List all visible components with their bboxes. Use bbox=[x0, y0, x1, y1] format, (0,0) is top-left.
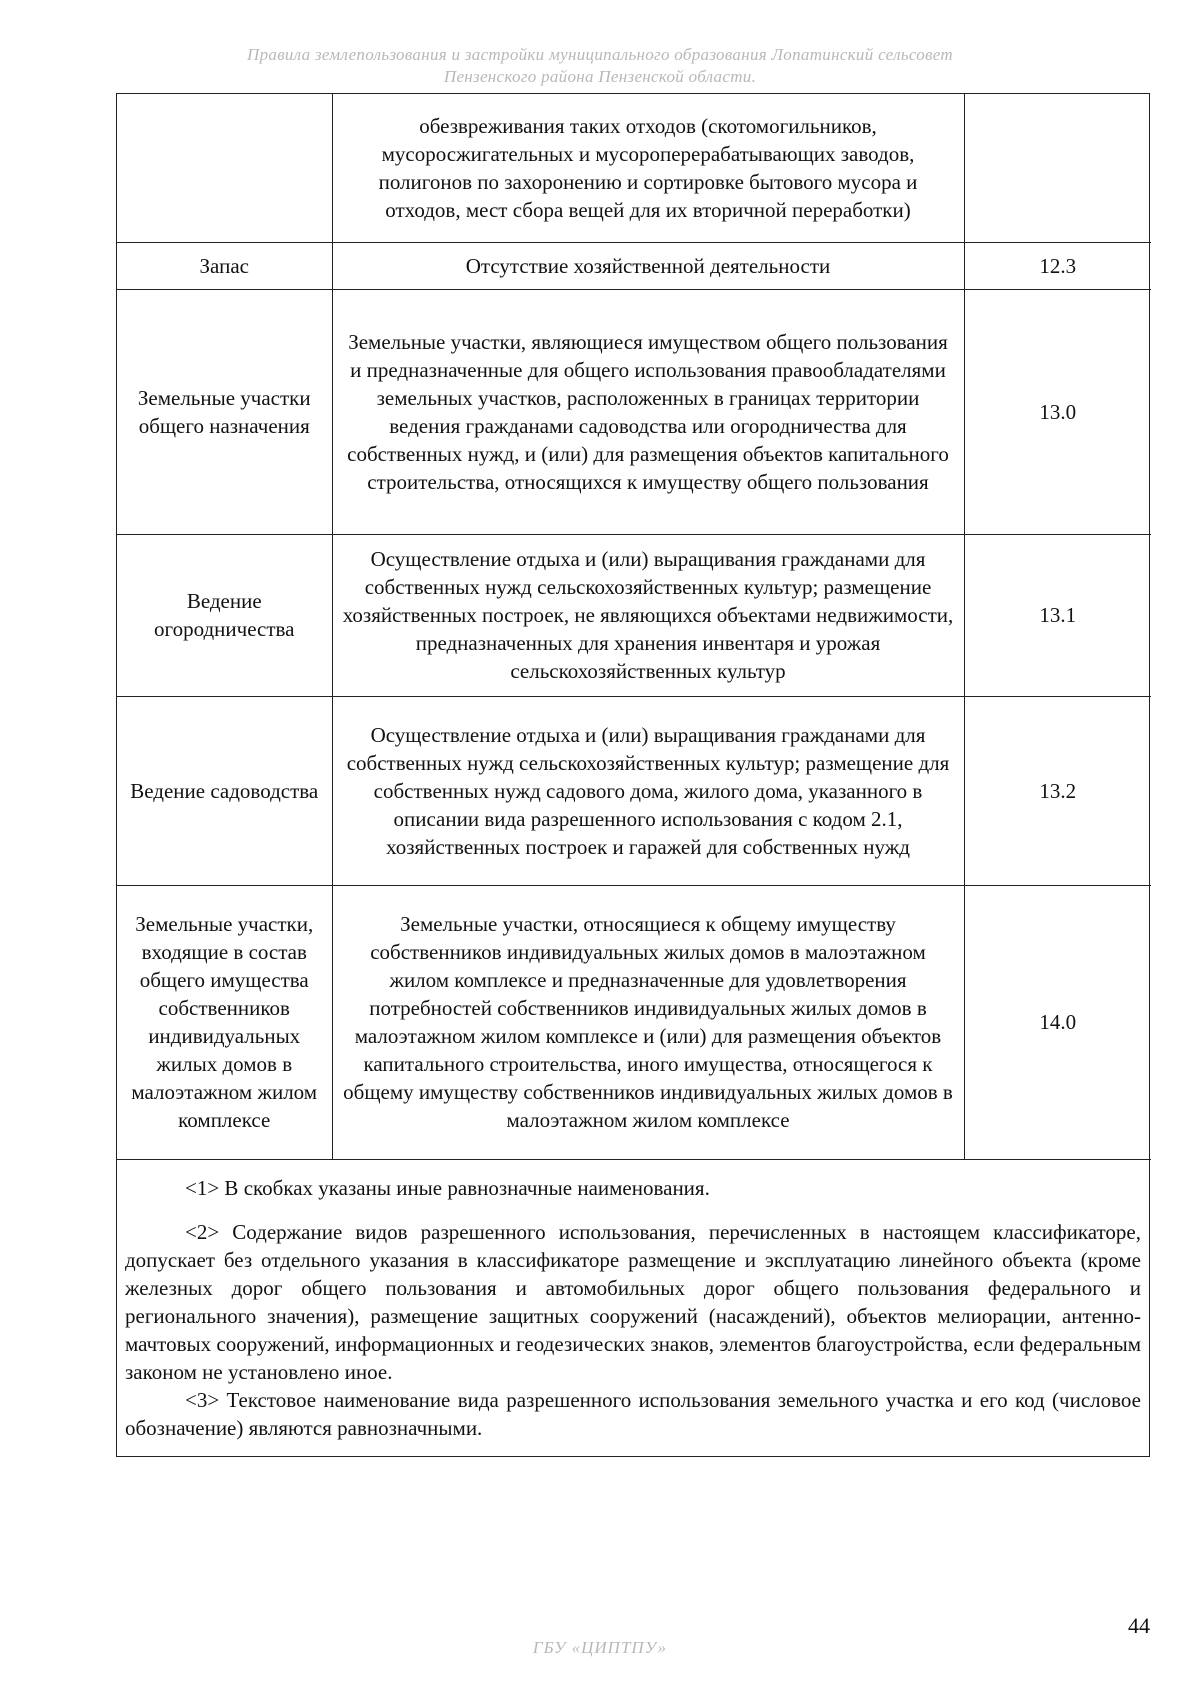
header-line-1: Правила землепользования и застройки муниципального образования Лопатинский сельсовет bbox=[247, 45, 953, 64]
row-description: Отсутствие хозяйственной деятельности bbox=[332, 242, 964, 289]
land-use-table bbox=[117, 94, 1151, 1160]
row-name: Земельные участки, входящие в состав общего имущества собственников индивидуальных жилых домов в малоэтажном жилом комплексе bbox=[117, 885, 332, 1159]
table-notes bbox=[117, 1160, 1149, 1456]
row-code bbox=[964, 94, 1151, 242]
row-description: Осуществление отдыха и (или) выращивания гражданами для собственных нужд сельскохозяйственных культур; размещение хозяйственных построек, не являющихся объектами недвижимости, предназначенных для хранения инвентаря и урожая сельскохозяйственных культур bbox=[332, 534, 964, 696]
page-header bbox=[0, 44, 1200, 88]
row-code: 13.1 bbox=[964, 534, 1151, 696]
row-description: Земельные участки, относящиеся к общему имуществу собственников индивидуальных жилых домов в малоэтажном жилом комплексе и предназначенные для удовлетворения потребностей собственников индивидуальных жилых домов в малоэтажном жилом комплексе и (или) для размещения объектов капитального строительства, иного имущества, относящегося к общему имуществу собственников индивидуальных жилых домов в малоэтажном жилом комплексе bbox=[332, 885, 964, 1159]
table-row bbox=[117, 696, 1151, 885]
row-name: Земельные участки общего назначения bbox=[117, 289, 332, 534]
land-use-table-frame bbox=[116, 93, 1150, 1457]
table-row bbox=[117, 885, 1151, 1159]
note-1: <1> В скобках указаны иные равнозначные наименования. bbox=[185, 1175, 710, 1200]
note-2: <2> Содержание видов разрешенного использования, перечисленных в настоящем классификаторе, допускает без отдельного указания в классификаторе размещение и эксплуатацию линейного объекта (кроме железных дорог общего пользования и автомобильных дорог общего пользования федерального и регионального значения), размещение защитных сооружений (насаждений), объектов мелиорации, антенно-мачтовых сооружений, информационных и геодезических знаков, элементов благоустройства, если федеральным законом не установлено иное. bbox=[125, 1219, 1141, 1384]
row-code: 13.2 bbox=[964, 696, 1151, 885]
row-name: Запас bbox=[117, 242, 332, 289]
table-row bbox=[117, 289, 1151, 534]
row-code: 13.0 bbox=[964, 289, 1151, 534]
row-name: Ведение огородничества bbox=[117, 534, 332, 696]
page-number: 44 bbox=[1128, 1613, 1150, 1638]
row-description: Осуществление отдыха и (или) выращивания гражданами для собственных нужд сельскохозяйственных культур; размещение для собственных нужд садового дома, жилого дома, указанного в описании вида разрешенного использования с кодом 2.1, хозяйственных построек и гаражей для собственных нужд bbox=[332, 696, 964, 885]
row-description: Земельные участки, являющиеся имуществом общего пользования и предназначенные для общего использования правообладателями земельных участков, расположенных в границах территории ведения гражданами садоводства или огородничества для собственных нужд, и (или) для размещения объектов капитального строительства, относящихся к имуществу общего пользования bbox=[332, 289, 964, 534]
row-description: обезвреживания таких отходов (скотомогильников, мусоросжигательных и мусороперерабатывающих заводов, полигонов по захоронению и сортировке бытового мусора и отходов, мест сбора вещей для их вторичной переработки) bbox=[332, 94, 964, 242]
table-row bbox=[117, 534, 1151, 696]
page-footer: ГБУ «ЦИПТПУ» bbox=[532, 1638, 668, 1657]
row-name: Ведение садоводства bbox=[117, 696, 332, 885]
table-row bbox=[117, 242, 1151, 289]
row-name bbox=[117, 94, 332, 242]
row-code: 14.0 bbox=[964, 885, 1151, 1159]
table-row bbox=[117, 94, 1151, 242]
note-3: <3> Текстовое наименование вида разрешенного использования земельного участка и его код (числовое обозначение) являются равнозначными. bbox=[125, 1387, 1141, 1440]
row-code: 12.3 bbox=[964, 242, 1151, 289]
header-line-2: Пензенского района Пензенской области. bbox=[443, 67, 757, 86]
